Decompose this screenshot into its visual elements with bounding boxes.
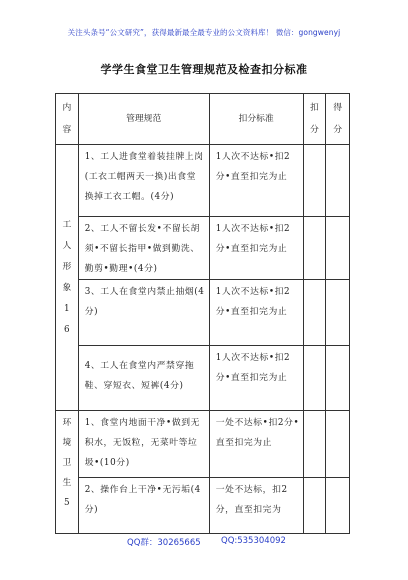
- category-char: 生: [62, 478, 72, 488]
- score-cell: [326, 346, 350, 411]
- header-category-line: 容: [62, 125, 72, 135]
- deduct-cell: [303, 217, 326, 280]
- table-row: [56, 346, 350, 411]
- category-char: 工: [62, 219, 72, 230]
- standard-cell: 1人次不达标•扣2分•直至扣完为止: [209, 280, 303, 346]
- standard-cell: 一处不达标•扣2分•直至扣完为止: [209, 411, 303, 478]
- deduct-cell: [303, 280, 326, 346]
- category-char: 人: [62, 240, 72, 251]
- category-char: 环: [62, 418, 72, 428]
- header-standard: 扣分标准: [209, 94, 303, 145]
- table-row: [56, 217, 350, 280]
- table-header-row: [56, 94, 350, 145]
- category-char: 象: [62, 282, 72, 293]
- spec-cell: 3、工人在食堂内禁止抽烟(4分): [78, 280, 209, 346]
- category-char: 1: [64, 303, 70, 314]
- spec-cell: 1、工人进食堂着装挂牌上岗(工衣工帽两天一换)出食堂换掉工衣工帽。(4分): [78, 145, 209, 217]
- footer-qq-group: QQ群：30265665: [127, 538, 201, 548]
- header-score-line: 分: [333, 125, 343, 135]
- spec-cell: 2、操作台上干净•无污垢(4分): [78, 478, 209, 534]
- standard-cell: 1人次不达标•扣2分•直至扣完为止: [209, 346, 303, 411]
- score-cell: [326, 280, 350, 346]
- category-char: 境: [62, 438, 72, 448]
- category-char: 6: [64, 324, 70, 335]
- header-deduct-line: 扣: [309, 103, 319, 113]
- spec-cell: 1、食堂内地面干净•做到无积水，无饭粒，无菜叶等垃圾•(10分): [78, 411, 209, 478]
- table-row: [56, 478, 350, 534]
- table-row: [56, 411, 350, 478]
- standard-cell: 1人次不达标•扣2分•直至扣完为止: [209, 145, 303, 217]
- spec-cell: 4、工人在食堂内严禁穿拖鞋、穿短衣、短裤(4分): [78, 346, 209, 411]
- header-banner: 关注头条号“公文研究”，获得最新最全最专业的公文资料库！ 微信：gongwenyj: [67, 28, 341, 37]
- footer-qq-number: QQ:535304092: [221, 536, 286, 546]
- standard-cell: 1人次不达标•扣2分•直至扣完为止: [209, 217, 303, 280]
- header-deduct-line: 分: [309, 125, 319, 135]
- deduct-cell: [303, 145, 326, 217]
- category-char: 形: [62, 261, 72, 272]
- header-deduct: [303, 94, 326, 145]
- document-title: 学学生食堂卫生管理规范及检查扣分标准: [100, 63, 308, 76]
- category-char: 卫: [62, 458, 72, 468]
- header-category-line: 内: [62, 103, 72, 113]
- category-environment-hygiene: [56, 411, 79, 534]
- deduct-cell: [303, 411, 326, 478]
- standard-cell: 一处不达标，扣2分，直至扣完为: [209, 478, 303, 534]
- category-worker-appearance: [56, 145, 79, 411]
- deduct-cell: [303, 478, 326, 534]
- score-cell: [326, 145, 350, 217]
- header-score-line: 得: [333, 103, 343, 113]
- header-spec: 管理规范: [78, 94, 209, 145]
- spec-cell: 2、工人不留长发•不留长胡须•不留长指甲•做到勤洗、勤剪•勤理•(4分): [78, 217, 209, 280]
- category-char: 5: [64, 498, 70, 508]
- table-row: [56, 145, 350, 217]
- score-cell: [326, 217, 350, 280]
- score-cell: [326, 478, 350, 534]
- header-category: [56, 94, 79, 145]
- table-row: [56, 280, 350, 346]
- inspection-table: [55, 93, 350, 534]
- deduct-cell: [303, 346, 326, 411]
- header-score: [326, 94, 350, 145]
- score-cell: [326, 411, 350, 478]
